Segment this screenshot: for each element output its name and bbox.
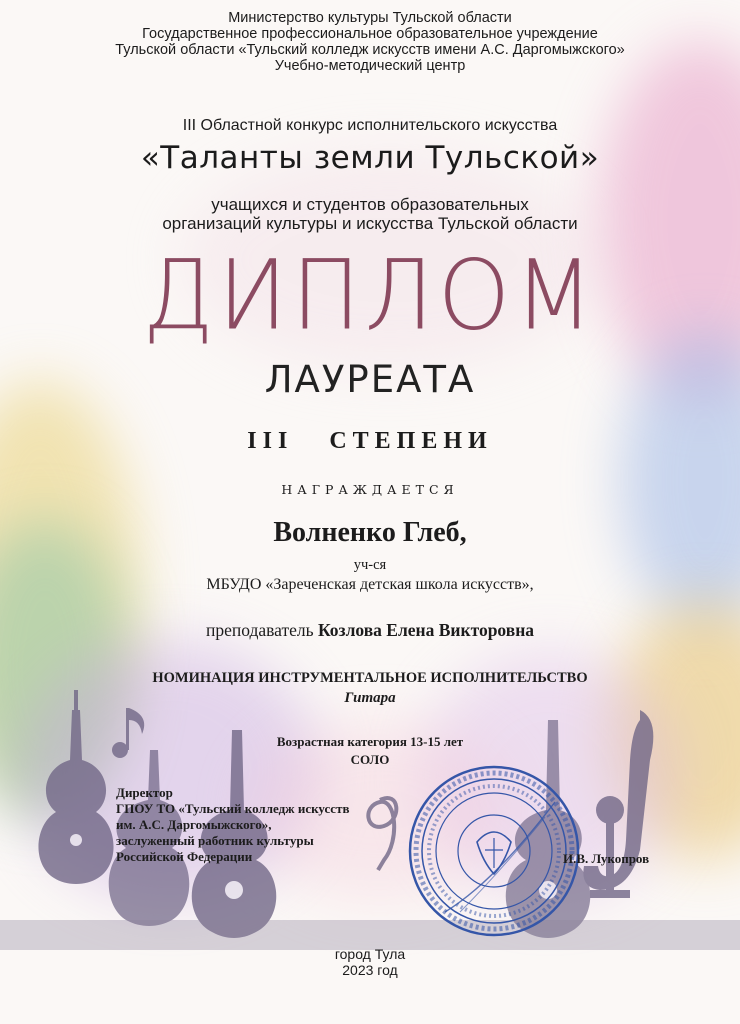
teacher-name: Козлова Елена Викторовна <box>317 620 535 640</box>
header-line: Учебно-методический центр <box>274 58 466 74</box>
header-line: Тульской области «Тульский колледж искусств имени А.С. Даргомыжского» <box>115 42 625 58</box>
nomination: НОМИНАЦИЯ ИНСТРУМЕНТАЛЬНОЕ ИСПОЛНИТЕЛЬСТВО <box>152 670 588 686</box>
director-line: ГПОУ ТО «Тульский колледж искусств <box>116 801 350 816</box>
recipient-school: МБУДО «Зареченская детская школа искусств», <box>206 576 534 593</box>
age-category: Возрастная категория 13-15 лет <box>276 734 464 749</box>
teacher-label: преподаватель <box>205 620 314 640</box>
teacher-line <box>0 620 740 641</box>
place-and-year <box>0 946 740 978</box>
performance-format: СОЛО <box>350 752 390 767</box>
participants-line: учащихся и студентов образовательных <box>211 195 529 214</box>
official-seal-stamp <box>405 762 583 940</box>
header-line: Государственное профессиональное образовательное учреждение <box>142 26 598 42</box>
director-line: им. А.С. Даргомыжского», <box>116 817 272 832</box>
instrument: Гитара <box>344 690 396 706</box>
recipient-role: уч-ся <box>353 557 387 573</box>
signer-name: И.В. Лукопров <box>563 851 650 866</box>
header-line: Министерство культуры Тульской области <box>228 10 512 26</box>
degree-heading: III СТЕПЕНИ <box>247 428 493 454</box>
awarded-label: НАГРАЖДАЕТСЯ <box>281 482 459 497</box>
contest-subtitle: III Областной конкурс исполнительского искусства <box>182 117 558 134</box>
contest-title: «Таланты земли Тульской» <box>140 140 600 176</box>
year: 2023 год <box>342 962 398 978</box>
city: город Тула <box>334 946 406 962</box>
director-credentials <box>116 785 436 865</box>
participants-description <box>0 195 740 233</box>
director-line: Директор <box>116 785 173 800</box>
diploma-heading: ДИПЛОМ <box>142 239 598 352</box>
laureate-heading: ЛАУРЕАТА <box>264 358 476 401</box>
organization-header <box>0 10 740 74</box>
participants-line: организаций культуры и искусства Тульской области <box>162 214 578 233</box>
director-line: Российской Федерации <box>116 849 253 864</box>
director-line: заслуженный работник культуры <box>116 833 314 848</box>
recipient-name: Волненко Глеб, <box>273 517 467 548</box>
